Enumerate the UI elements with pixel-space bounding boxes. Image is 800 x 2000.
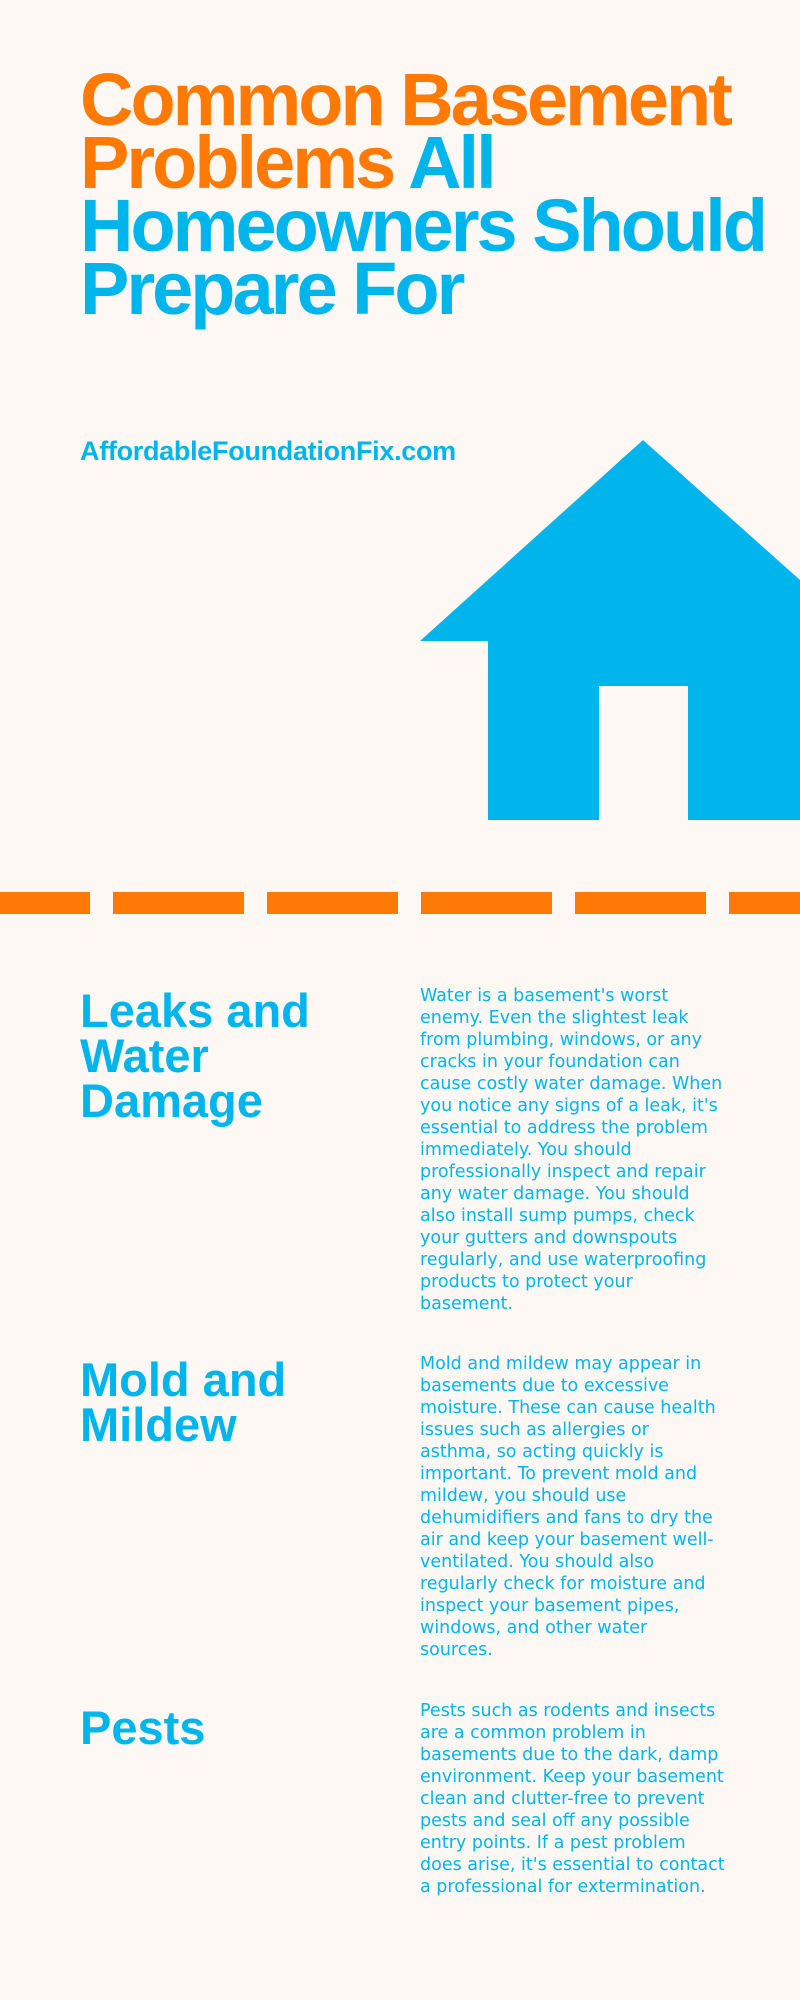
section-heading-mold: Mold and Mildew xyxy=(80,1353,287,1451)
title-blue-part: All Homeowners Should Prepare For xyxy=(80,121,765,330)
website-url: AffordableFoundationFix.com xyxy=(80,436,456,466)
section-body-mold: Mold and mildew may appear in basements due to excessive moisture. These can cause health issues such as allergies or asthma, so acting quickly is important. To prevent mold and mildew, you should use dehumidifiers and fans to dry the air and keep your basement well-ventilated. You should also regularly check for moisture and inspect your basement pipes, windows, and other water sources. xyxy=(420,1354,716,1660)
section-body-pests: Pests such as rodents and insects are a common problem in basements due to the dark, damp environment. Keep your basement clean and clutter-free to prevent pests and seal off any possible entry points. If a pest problem does arise, it's essential to contact a professional for extermination. xyxy=(420,1701,725,1897)
house-icon xyxy=(0,0,800,830)
section-heading-leaks: Leaks and Water Damage xyxy=(80,984,310,1127)
section-heading-pests: Pests xyxy=(80,1701,206,1754)
section-body-leaks: Water is a basement's worst enemy. Even the slightest leak from plumbing, windows, or any cracks in your foundation can cause costly water damage. When you notice any signs of a leak, it's essential to address the problem immediately. You should professionally inspect and repair any water damage. You should also install sump pumps, check your gutters and downspouts regularly, and use waterproofing products to protect your basement. xyxy=(420,986,723,1314)
house-shape xyxy=(420,440,800,820)
title-orange-part: Common Basement Problems xyxy=(80,58,730,204)
dashed-divider xyxy=(0,892,800,914)
